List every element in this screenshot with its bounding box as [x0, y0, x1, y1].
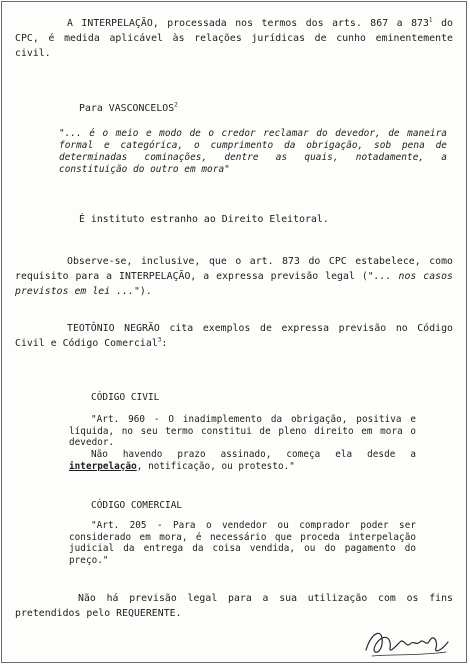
footnote-ref-2: 2 — [174, 101, 178, 109]
heading-codigo-civil — [91, 392, 159, 404]
paragraph-nao-ha-text: Não há previsão legal para a sua utilização com os fins pretendidos pelo REQUERENTE. — [15, 593, 453, 619]
document-page — [1, 1, 467, 663]
paragraph-nao-ha — [15, 591, 453, 621]
paragraph-observe-text-b: ). — [139, 286, 152, 297]
paragraph-vasconcelos-text: Para VASCONCELOS — [79, 103, 175, 114]
quote-vasconcelos — [59, 128, 447, 176]
paragraph-instituto — [79, 212, 453, 227]
paragraph-interpelacao-text: A INTERPELAÇÃO, processada nos termos dos arts. 867 a $873^1$ do CPC, é medida aplicável às relações jurídicas de cunho eminentemente civil. — [15, 16, 453, 59]
paragraph-observe — [15, 254, 453, 299]
heading-codigo-comercial — [91, 500, 182, 512]
quote-art-960-continued-text-a: Não havendo prazo assinado, começa ela desde a — [91, 449, 416, 460]
footnote-ref-1: 1 — [428, 16, 433, 24]
quote-art-960 — [69, 414, 416, 449]
heading-codigo-comercial-text: CÓDIGO COMERCIAL — [91, 500, 183, 511]
paragraph-observe-text-a: Observe-se, inclusive, que o art. 873 do CPC estabelece, como requisito para a INTERPELAÇÃO, a expressa previsão legal ( — [15, 256, 453, 282]
paragraph-teotonio-text: TEOTÔNIO NEGRÃO cita exemplos de expressa previsão no Código Civil e Código Comercial — [15, 323, 453, 349]
quote-art-960-continued-text-b: , notificação, ou protesto." — [136, 460, 295, 472]
quote-vasconcelos-text: "... é o meio e modo de o credor reclamar do devedor, de maneira formal e categórica, o cumprimento da obrigação, sob pena de determinadas cominações, dentre as quais, notadamente, a constituição do outro em mora" — [59, 128, 447, 175]
paragraph-teotonio: TEOTÔNIO NEGRÃO cita exemplos de expressa previsão no Código Civil e Código Comercial$^3$: — [15, 323, 453, 349]
paragraph-vasconcelos — [79, 101, 453, 116]
quote-art-205 — [69, 520, 416, 566]
paragraph-observe-italic: "... nos casos previstos em lei ..." — [15, 271, 454, 297]
footnote-ref-3: 3 — [157, 336, 162, 344]
quote-art-960-continued — [69, 449, 416, 472]
quote-art-960-text: "Art. 960 - O inadimplemento da obrigação, positiva e líquida, no seu termo constitui de pleno direito em mora o devedor. — [69, 414, 416, 448]
heading-codigo-civil-text: CÓDIGO CIVIL — [91, 392, 160, 403]
handwritten-signature — [362, 620, 452, 662]
paragraph-instituto-text: É instituto estranho ao Direito Eleitoral. — [79, 214, 329, 225]
paragraph-interpelacao — [15, 16, 453, 61]
word-interpelacao: interpelação — [69, 460, 137, 472]
quote-art-205-text: "Art. 205 - Para o vendedor ou comprador poder ser considerado em mora, é necessário que proceda interpelação judicial da entrega da coisa vendida, ou do pagamento do preço." — [69, 520, 416, 566]
